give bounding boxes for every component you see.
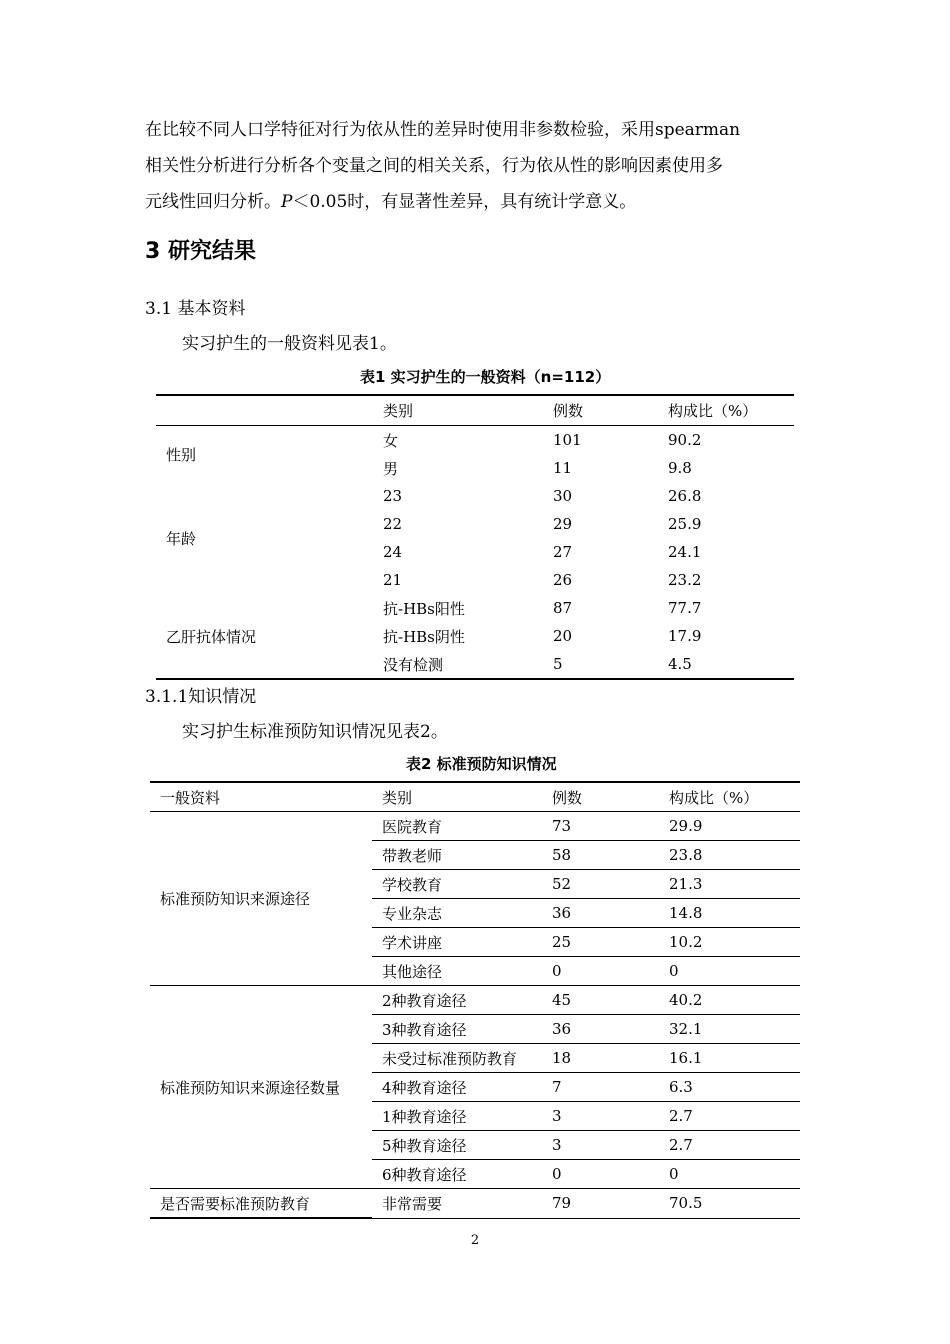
- subsection-heading-knowledge: 3.1.1知识情况: [145, 687, 257, 707]
- table-row: 1种教育途径 3 2.7: [150, 1102, 800, 1131]
- table2-group-label: 标准预防知识来源途径: [150, 812, 372, 986]
- table-row: 学校教育 52 21.3: [150, 870, 800, 899]
- section-heading: 3 研究结果: [145, 239, 256, 264]
- table-row: 乙肝抗体情况 抗-HBs阳性 87 77.7: [156, 594, 794, 622]
- table1-group-label: 年龄: [166, 529, 197, 548]
- table2-caption: 表2 标准预防知识情况: [406, 755, 557, 773]
- table-row: 21 26 23.2: [383, 571, 702, 589]
- table-row: 其他途径 0 0: [150, 957, 800, 986]
- table-row: 抗-HBs阴性 20 17.9: [383, 627, 702, 646]
- subsection-heading-basic: 3.1 基本资料: [145, 299, 246, 319]
- table-row: 未受过标准预防教育 18 16.1: [150, 1044, 800, 1073]
- table-row: 年龄 23 30 26.8: [156, 482, 794, 510]
- table-row: 3种教育途径 36 32.1: [150, 1015, 800, 1044]
- table2-header-row: 一般资料 类别 例数 构成比（%）: [150, 782, 800, 812]
- table2: [150, 781, 800, 1219]
- table-row: 是否需要标准预防教育 非常需要 79 70.5: [150, 1189, 800, 1219]
- table-row: 5种教育途径 3 2.7: [150, 1131, 800, 1160]
- table-row: 没有检测 5 4.5: [383, 655, 692, 674]
- table-row: 6种教育途径 0 0: [150, 1160, 800, 1189]
- table1-group-label: 性别: [166, 445, 197, 464]
- table-row: 标准预防知识来源途径 医院教育 73 29.9: [150, 812, 800, 841]
- table1-group-label: 乙肝抗体情况: [166, 627, 257, 646]
- table-row: 带教老师 58 23.8: [150, 841, 800, 870]
- table1: [156, 394, 794, 680]
- p-variable: P: [281, 192, 293, 212]
- table-row: 24 27 24.1: [383, 543, 702, 561]
- intro-line-1: 在比较不同人口学特征对行为依从性的差异时使用非参数检验，采用spearman: [145, 120, 741, 140]
- subsection-text-knowledge: 实习护生标准预防知识情况见表2。: [182, 722, 448, 742]
- table-row: 22 29 25.9: [383, 515, 702, 533]
- table2-group-label: 是否需要标准预防教育: [150, 1189, 372, 1219]
- intro-line-2: 相关性分析进行分析各个变量之间的相关关系，行为依从性的影响因素使用多: [145, 156, 723, 176]
- table-row: 专业杂志 36 14.8: [150, 899, 800, 928]
- table2-group-label: 标准预防知识来源途径数量: [150, 986, 372, 1189]
- table1-caption: 表1 实习护生的一般资料（n=112）: [360, 368, 611, 386]
- table-row: 标准预防知识来源途径数量 2种教育途径 45 40.2: [150, 986, 800, 1015]
- intro-line-3: 元线性回归分析。P＜0.05时，有显著性差异，具有统计学意义。: [145, 192, 637, 212]
- table-row: 4种教育途径 7 6.3: [150, 1073, 800, 1102]
- page-number: 2: [470, 1233, 480, 1248]
- subsection-text-basic: 实习护生的一般资料见表1。: [182, 334, 397, 354]
- table-row: 男 11 9.8: [383, 459, 692, 478]
- table1-header-row: 类别 例数 构成比（%）: [156, 395, 794, 426]
- table-row: 性别 女 101 90.2: [156, 426, 794, 455]
- table-row: 学术讲座 25 10.2: [150, 928, 800, 957]
